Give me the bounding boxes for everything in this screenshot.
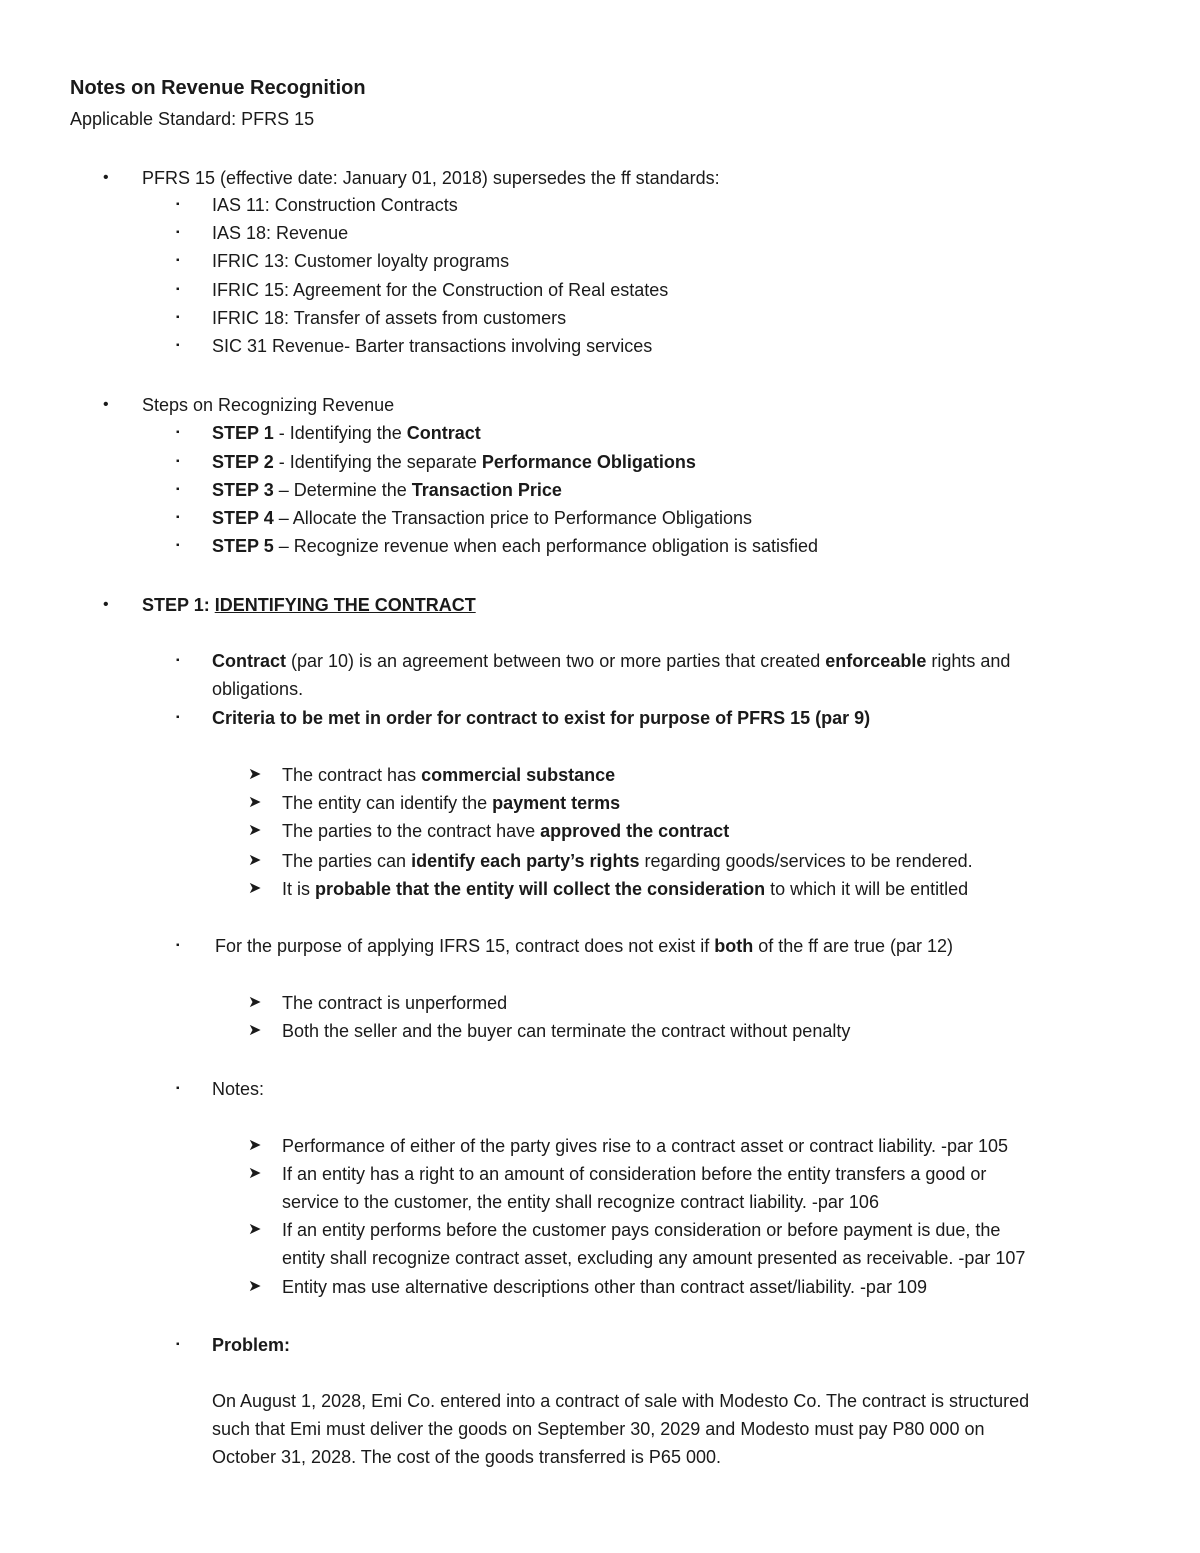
list-item: IFRIC 18: Transfer of assets from customers	[212, 308, 567, 328]
note-line: If an entity has a right to an amount of consideration before the entity transfers a good or	[282, 1164, 987, 1184]
note-line: Performance of either of the party gives rise to a contract asset or contract liability. -par 105	[282, 1136, 1009, 1156]
notes-label: Notes:	[212, 1079, 265, 1099]
not-exist-item: The contract is unperformed	[282, 993, 508, 1013]
step-item: STEP 3 – Determine the Transaction Price	[212, 480, 562, 500]
criteria-heading: Criteria to be met in order for contract to exist for purpose of PFRS 15 (par 9)	[212, 708, 871, 728]
square-bullet-icon: ▪	[176, 312, 180, 323]
page-title: Notes on Revenue Recognition	[70, 77, 366, 99]
not-exist-item: Both the seller and the buyer can terminate the contract without penalty	[282, 1021, 851, 1041]
contract-definition: Contract (par 10) is an agreement between two or more parties that created enforceable rights and	[212, 651, 1011, 671]
criteria-item: The entity can identify the payment terms	[282, 793, 621, 813]
note-line: Entity mas use alternative descriptions other than contract asset/liability. -par 109	[282, 1277, 927, 1297]
arrow-bullet-icon: ➤	[248, 766, 262, 783]
arrow-bullet-icon: ➤	[248, 1165, 262, 1182]
bullet-dot-icon: •	[103, 396, 109, 413]
square-bullet-icon: ▪	[176, 427, 180, 438]
section-intro: Steps on Recognizing Revenue	[142, 395, 395, 415]
problem-text: On August 1, 2028, Emi Co. entered into a contract of sale with Modesto Co. The contract is structured	[212, 1391, 1030, 1411]
problem-text: October 31, 2028. The cost of the goods transferred is P65 000.	[212, 1447, 721, 1467]
arrow-bullet-icon: ➤	[248, 794, 262, 811]
square-bullet-icon: ▪	[176, 655, 180, 666]
note-line: service to the customer, the entity shall recognize contract liability. -par 106	[282, 1192, 879, 1212]
arrow-bullet-icon: ➤	[248, 1022, 262, 1039]
contract-definition-cont: obligations.	[212, 679, 304, 699]
square-bullet-icon: ▪	[176, 227, 180, 238]
arrow-bullet-icon: ➤	[248, 880, 262, 897]
criteria-item: It is probable that the entity will collect the consideration to which it will be entitled	[282, 879, 969, 899]
list-item: IAS 18: Revenue	[212, 223, 349, 243]
bullet-dot-icon: •	[103, 596, 109, 613]
square-bullet-icon: ▪	[176, 284, 180, 295]
step-item: STEP 1 - Identifying the Contract	[212, 423, 481, 443]
arrow-bullet-icon: ➤	[248, 1278, 262, 1295]
arrow-bullet-icon: ➤	[248, 994, 262, 1011]
square-bullet-icon: ▪	[176, 1339, 180, 1350]
square-bullet-icon: ▪	[176, 940, 180, 951]
note-line: If an entity performs before the customer pays consideration or before payment is due, the	[282, 1220, 1001, 1240]
criteria-item: The parties can identify each party’s rights regarding goods/services to be rendered.	[282, 851, 973, 871]
step-item: STEP 5 – Recognize revenue when each performance obligation is satisfied	[212, 536, 819, 556]
step-item: STEP 2 - Identifying the separate Performance Obligations	[212, 452, 696, 472]
square-bullet-icon: ▪	[176, 456, 180, 467]
square-bullet-icon: ▪	[176, 1083, 180, 1094]
note-line: entity shall recognize contract asset, excluding any amount presented as receivable. -par 107	[282, 1248, 1026, 1268]
square-bullet-icon: ▪	[176, 199, 180, 210]
square-bullet-icon: ▪	[176, 712, 180, 723]
section-intro: PFRS 15 (effective date: January 01, 2018) supersedes the ff standards:	[142, 168, 720, 188]
list-item: IFRIC 15: Agreement for the Construction of Real estates	[212, 280, 669, 300]
arrow-bullet-icon: ➤	[248, 1137, 262, 1154]
list-item: SIC 31 Revenue- Barter transactions involving services	[212, 336, 653, 356]
square-bullet-icon: ▪	[176, 540, 180, 551]
page-subtitle: Applicable Standard: PFRS 15	[70, 109, 315, 129]
square-bullet-icon: ▪	[176, 255, 180, 266]
arrow-bullet-icon: ➤	[248, 852, 262, 869]
section-heading: STEP 1: IDENTIFYING THE CONTRACT	[142, 595, 476, 615]
criteria-item: The contract has commercial substance	[282, 765, 616, 785]
problem-text: such that Emi must deliver the goods on September 30, 2029 and Modesto must pay P80 000 on	[212, 1419, 985, 1439]
square-bullet-icon: ▪	[176, 340, 180, 351]
bullet-dot-icon: •	[103, 169, 109, 186]
criteria-item: The parties to the contract have approved the contract	[282, 821, 730, 841]
problem-label: Problem:	[212, 1335, 291, 1355]
list-item: IAS 11: Construction Contracts	[212, 195, 458, 215]
arrow-bullet-icon: ➤	[248, 822, 262, 839]
list-item: IFRIC 13: Customer loyalty programs	[212, 251, 510, 271]
square-bullet-icon: ▪	[176, 484, 180, 495]
arrow-bullet-icon: ➤	[248, 1221, 262, 1238]
not-exist-rule: For the purpose of applying IFRS 15, contract does not exist if both of the ff are true (par 12)	[215, 936, 954, 956]
step-item: STEP 4 – Allocate the Transaction price to Performance Obligations	[212, 508, 752, 528]
square-bullet-icon: ▪	[176, 512, 180, 523]
